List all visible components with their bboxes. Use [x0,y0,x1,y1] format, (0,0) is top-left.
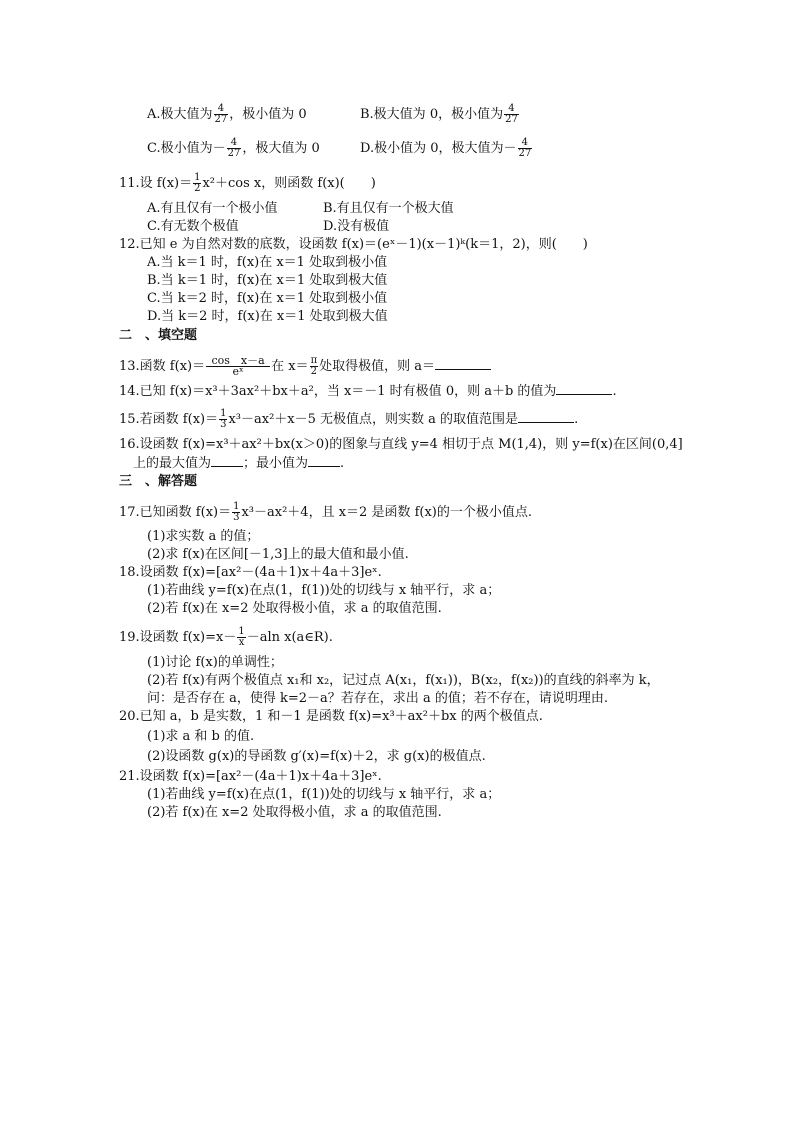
q12-option-b: B.当 k＝1 时，f(x)在 x＝1 处取到极大值 [147,273,388,288]
fraction: $\frac{4}{27}$ [214,103,228,125]
q10-option-c: C.极小值为－ $\frac{4}{27}$ ，极大值为 0 [147,137,320,159]
q16-line2: 上的最大值为 ；最小值为 . [133,456,345,471]
q21-part2: (2)若 f(x)在 x=2 处取得极小值，求 a 的取值范围. [147,805,442,820]
q10-option-a: A.极大值为 $\frac{4}{27}$ ，极小值为 0 [147,103,307,125]
q18-stem: 18.设函数 f(x)=[ax²－(4a＋1)x＋4a＋3]eˣ. [119,565,382,580]
fraction: $\frac{1}{3}$ [220,408,227,430]
q19-part2-cont: 问：是否存在 a，使得 k=2－a？若存在，求出 a 的值；若不存在，请说明理由. [147,691,608,706]
q13: 13.函数 f(x)＝ $\frac{\text{cos x－a}}{\text{eˣ}}$ 在 x＝ $\frac{\pi}{2}$ 处取得极值，则 a＝ [119,356,491,377]
q14: 14.已知 f(x)＝x³＋3ax²＋bx＋a²，当 x＝－1 时有极值 0，则 a＋b 的值为 . [119,384,617,399]
q10-option-b: B.极大值为 0，极小值为 $\frac{4}{27}$ [360,103,518,125]
q11-option-a: A.有且仅有一个极小值 [147,201,278,216]
q12-stem: 12.已知 e 为自然对数的底数，设函数 f(x)＝(eˣ－1)(x－1)ᵏ(k＝1，2)，则( ) [119,237,588,252]
q11-option-b: B.有且仅有一个极大值 [323,201,454,216]
fraction: $\frac{\pi}{2}$ [310,355,318,377]
fraction: $\frac{1}{3}$ [233,501,240,523]
q20-part2: (2)设函数 g(x)的导函数 g′(x)=f(x)＋2，求 g(x)的极值点. [147,749,486,764]
section-answer-heading: 三 、解答题 [119,474,198,489]
q11-option-d: D.没有极值 [323,219,390,234]
answer-blank [308,454,340,467]
q10-option-d: D.极小值为 0，极大值为－ $\frac{4}{27}$ [360,137,532,159]
q12-option-d: D.当 k＝2 时，f(x)在 x＝1 处取到极大值 [147,309,388,324]
fraction: $\frac{4}{27}$ [518,137,532,159]
q15: 15.若函数 f(x)＝ $\frac{1}{3}$ x³－ax²＋x－5 无极值点，则实数 a 的取值范围是 . [119,408,579,430]
q20-part1: (1)求 a 和 b 的值. [147,729,255,744]
q21-part1: (1)若曲线 y=f(x)在点(1，f(1))处的切线与 x 轴平行，求 a； [147,787,501,802]
answer-blank [518,410,574,423]
fraction: $\frac{4}{27}$ [505,103,518,125]
answer-blank [211,454,243,467]
section-fill-in-heading: 二 、填空题 [119,328,198,343]
fraction: $\frac{\text{cos x－a}}{\text{eˣ}}$ [206,356,270,377]
q12-option-c: C.当 k＝2 时，f(x)在 x＝1 处取到极小值 [147,291,388,306]
q20-stem: 20.已知 a，b 是实数，1 和－1 是函数 f(x)=x³＋ax²＋bx 的两个极值点. [119,709,543,724]
q17-stem: 17.已知函数 f(x)＝ $\frac{1}{3}$ x³－ax²＋4，且 x＝2 是函数 f(x)的一个极小值点. [119,501,532,523]
q19-part1: (1)讨论 f(x)的单调性； [147,655,283,670]
answer-blank [556,382,612,395]
q21-stem: 21.设函数 f(x)=[ax²－(4a＋1)x＋4a＋3]eˣ. [119,769,382,784]
q19-stem: 19.设函数 f(x)=x－ $\frac{1}{x}$ －aln x(a∈R). [119,626,333,648]
q11-option-c: C.有无数个极值 [147,219,239,234]
fraction: $\frac{1}{x}$ [238,626,245,648]
fraction: $\frac{1}{2}$ [194,172,201,194]
q19-part2: (2)若 f(x)有两个极值点 x₁和 x₂，记过点 A(x₁，f(x₁))，B(x₂，f(x₂))的直线的斜率为 k， [147,673,660,688]
answer-blank [435,357,491,370]
q16-line1: 16.设函数 f(x)=x³＋ax²＋bx(x＞0)的图象与直线 y=4 相切于点 M(1,4)，则 y=f(x)在区间(0,4] [119,437,683,452]
q17-part1: (1)求实数 a 的值； [147,529,260,544]
fraction: $\frac{4}{27}$ [227,137,241,159]
q11-stem: 11.设 f(x)＝ $\frac{1}{2}$ x²＋cos x，则函数 f(x)( ) [119,172,376,194]
q17-part2: (2)求 f(x)在区间[－1,3]上的最大值和最小值. [147,547,409,562]
q18-part2: (2)若 f(x)在 x=2 处取得极小值，求 a 的取值范围. [147,601,442,616]
q12-option-a: A.当 k＝1 时，f(x)在 x＝1 处取到极小值 [147,255,388,270]
q18-part1: (1)若曲线 y=f(x)在点(1，f(1))处的切线与 x 轴平行，求 a； [147,583,501,598]
